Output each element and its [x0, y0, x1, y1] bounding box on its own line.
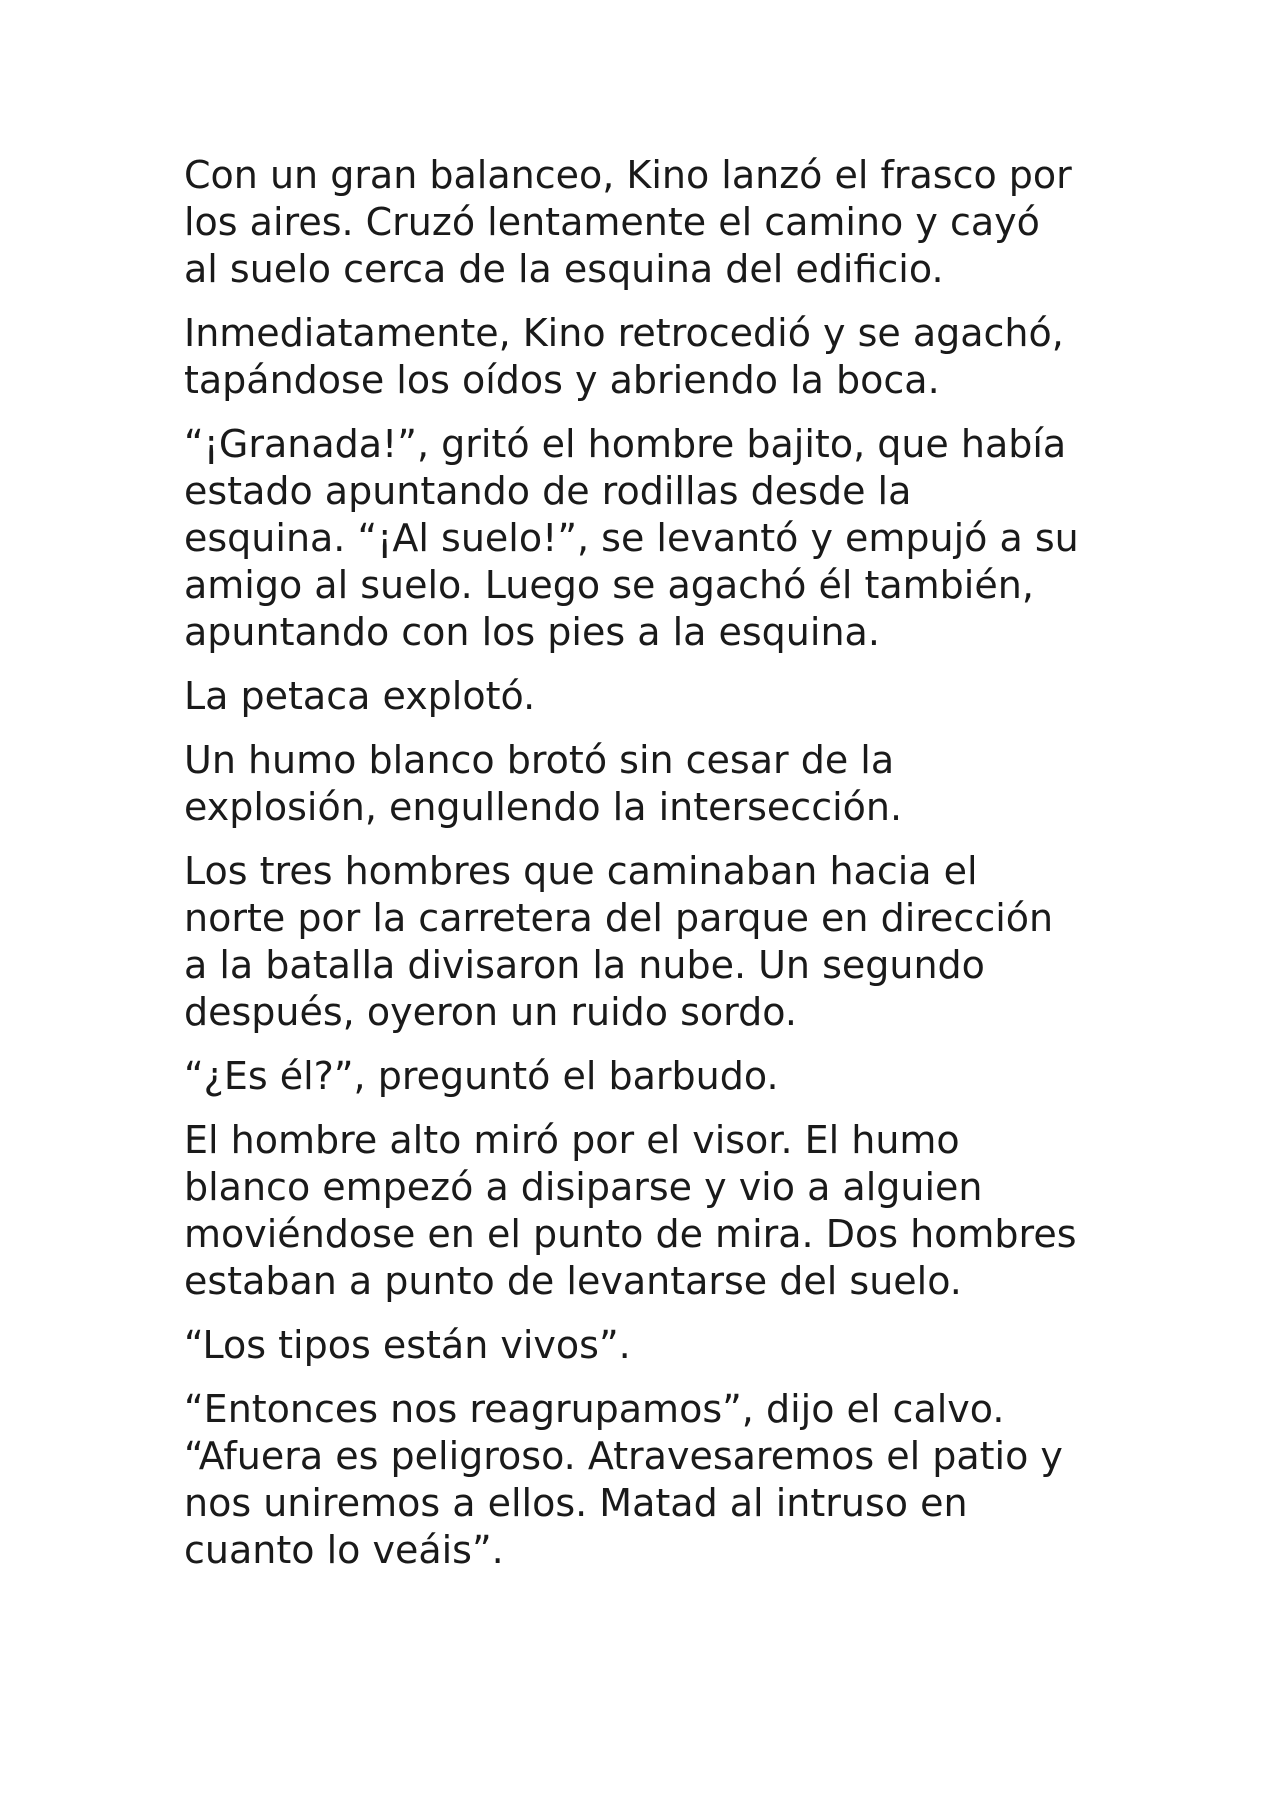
body-text [184, 152, 1124, 1591]
paragraph-6: Los tres hombres que caminaban hacia el norte por la carretera del parque en dirección a la batalla divisaron la nube. Un segundo después, oyeron un ruido sordo. [184, 849, 1054, 1034]
paragraph-8: El hombre alto miró por el visor. El humo blanco empezó a disiparse y vio a alguien moviéndose en el punto de mira. Dos hombres estaban a punto de levantarse del suelo. [184, 1118, 1077, 1303]
paragraph-1: Con un gran balanceo, Kino lanzó el frasco por los aires. Cruzó lentamente el camino y cayó al suelo cerca de la esquina del edificio. [184, 153, 1072, 291]
paragraph-7: “¿Es él?”, preguntó el barbudo. [184, 1054, 779, 1098]
paragraph-9: “Los tipos están vivos”. [184, 1323, 631, 1367]
paragraph-2: Inmediatamente, Kino retrocedió y se agachó, tapándose los oídos y abriendo la boca. [184, 311, 1064, 402]
paragraph-4: La petaca explotó. [184, 674, 536, 718]
paragraph-3: “¡Granada!”, gritó el hombre bajito, que había estado apuntando de rodillas desde la esquina. “¡Al suelo!”, se levantó y empujó a su amigo al suelo. Luego se agachó él también, apuntando con los pies a la esquina. [184, 422, 1079, 654]
paragraph-10: “Entonces nos reagrupamos”, dijo el calvo. “Afuera es peligroso. Atravesaremos el patio y nos uniremos a ellos. Matad al intruso en cuanto lo veáis”. [184, 1387, 1063, 1572]
paragraph-5: Un humo blanco brotó sin cesar de la explosión, engullendo la intersección. [184, 738, 903, 829]
